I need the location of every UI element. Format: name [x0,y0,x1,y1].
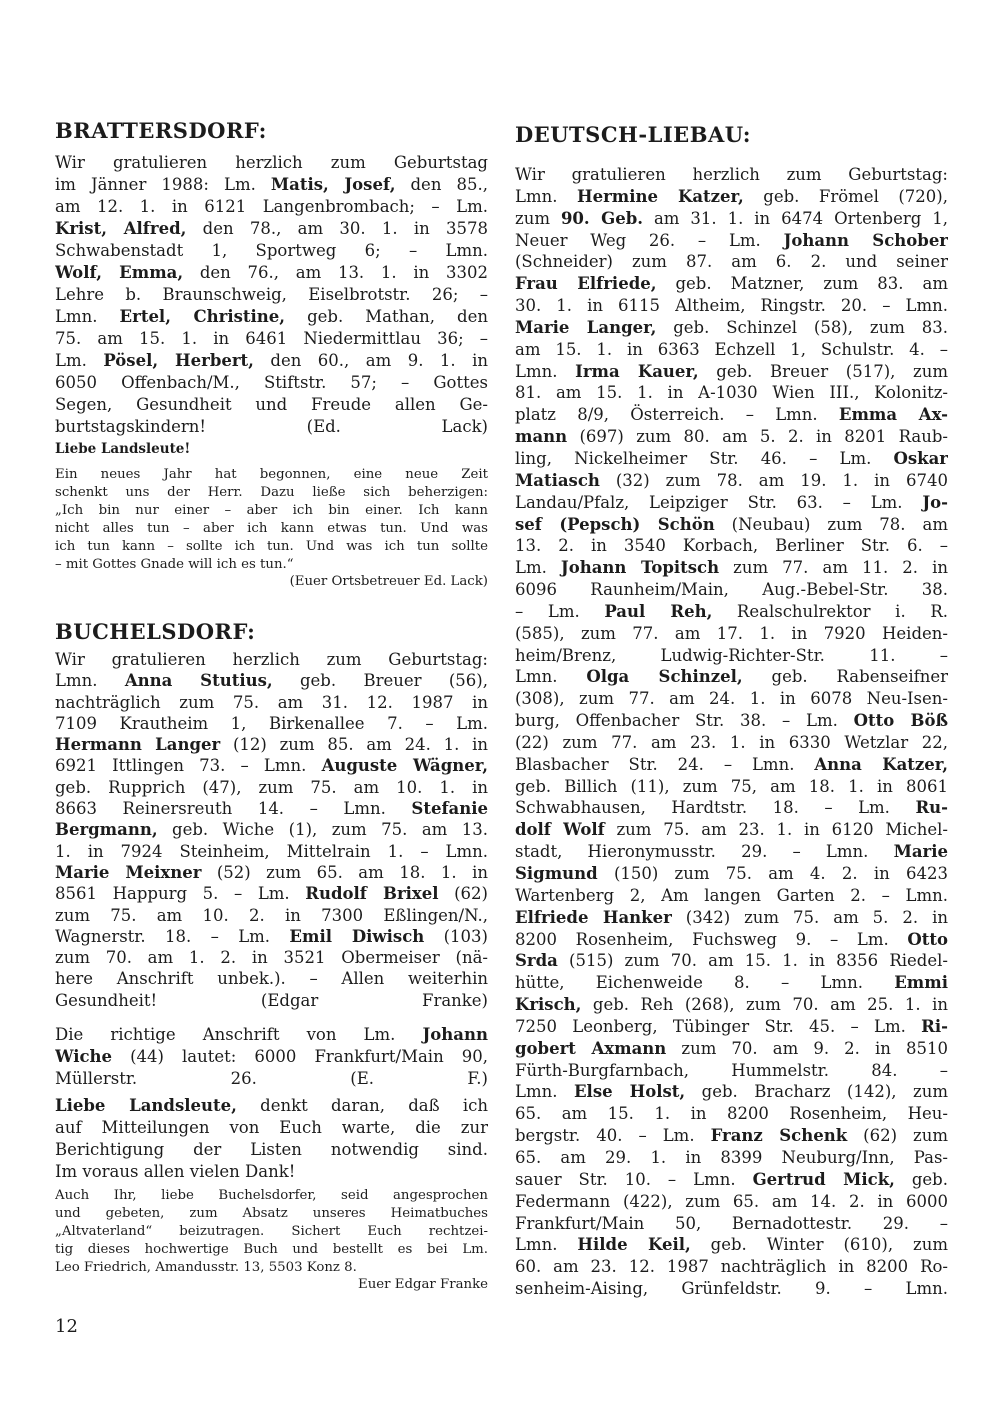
text-line [515,688,948,710]
text-line [515,1016,948,1038]
bold-name: Marie [893,842,948,862]
text-line [515,623,948,645]
text-segment: platz 8/9, Österreich. – Lmn. [515,405,839,425]
section-heading-brattersdorf: BRATTERSDORF: [55,118,267,143]
book-paragraph [55,1187,488,1277]
bold-name: gobert Axmann [515,1038,667,1058]
text-segment: Auch Ihr, liebe Buchelsdorfer, seid angesprochen [55,1188,488,1203]
text-line [55,713,488,734]
text-segment: den 85., [395,175,488,194]
text-segment: Lehre b. Braunschweig, Eiselbrotstr. 26; – [55,285,488,304]
text-segment: Ein neues Jahr hat begonnen, eine neue Zeit [55,467,488,482]
bold-name: Ru- [915,798,948,818]
text-segment: geb. Bracharz (142), zum [685,1082,948,1102]
text-segment: ling, Nickelheimer Str. 46. – Lm. [515,448,894,468]
text-segment: hütte, Eichenweide 8. – Lmn. [515,973,895,993]
bold-name: Johann [422,1025,488,1044]
text-line [515,1169,948,1191]
text-segment: am 12. 1. in 6121 Langenbrombach; – Lm. [55,197,488,216]
bold-name: Marie Langer, [515,317,657,337]
text-line [55,990,488,1011]
bold-name: Emma Ax- [838,405,948,425]
book-signature: Euer Edgar Franke [358,1277,488,1292]
text-segment: 6050 Offenbach/M., Stiftstr. 57; – Gottes [55,373,488,392]
text-line [515,273,948,295]
text-segment: Blasbacher Str. 24. – Lmn. [515,754,815,774]
text-line [55,1024,488,1046]
text-line [55,372,488,394]
text-segment: Im voraus allen vielen Dank! [55,1161,296,1181]
text-segment: den 76., am 13. 1. in 3302 [183,263,488,282]
bold-name: Irma Kauer, [575,361,699,381]
text-line [55,328,488,350]
text-line [515,557,948,579]
text-line [55,1068,488,1090]
text-line [55,218,488,240]
text-segment: Fürth-Burgfarnbach, Hummelstr. 84. – [515,1060,948,1080]
text-line [55,466,488,484]
text-line [55,926,488,947]
text-segment: stadt, Hieronymusstr. 29. – Lmn. [515,842,894,862]
text-segment: 13. 2. in 3540 Korbach, Berliner Str. 6. – [515,536,948,556]
text-segment: (62) zum [847,1126,948,1146]
text-line [515,230,948,252]
text-segment: geb. Rupprich (47), zum 75. am 10. 1. in [55,777,488,797]
text-line [55,1223,488,1241]
text-segment: schenkt uns der Herr. Dazu ließe sich beherzigen: [55,485,488,500]
bold-name: Ertel, Christine, [119,307,286,326]
text-segment: Realschulrektor i. R. [712,601,948,621]
text-segment: burg, Offenbacher Str. 38. – Lm. [515,711,854,731]
text-line [55,968,488,989]
text-segment: denkt daran, daß ich [236,1096,488,1115]
text-segment: 81. am 15. 1. in A-1030 Wien III., Kolonitz- [515,383,948,403]
text-segment: 7250 Leonberg, Tübinger Str. 45. – Lm. [515,1016,922,1036]
text-segment: den 78., am 30. 1. in 3578 [186,219,488,238]
text-segment: Wir gratulieren herzlich zum Geburtstag: [515,165,948,184]
bold-name: Else Holst, [573,1082,686,1102]
text-line [515,1103,948,1125]
text-line [515,863,948,885]
text-segment: (Neubau) zum 78. am [714,514,948,534]
text-line [515,492,948,514]
text-line [515,907,948,929]
text-line [55,502,488,520]
text-line [55,670,488,691]
text-line [55,841,488,862]
text-line [55,1241,488,1259]
text-line [515,339,948,361]
text-segment: Segen, Gesundheit und Freude allen Ge- [55,395,488,414]
text-line [55,819,488,840]
text-line [515,361,948,383]
bold-name: sef (Pepsch) Schön [515,514,715,534]
text-segment: sauer Str. 10. – Lmn. [515,1169,753,1189]
text-segment: Lm. [55,351,104,370]
bold-name: Stefanie [411,799,488,819]
bold-name: Pösel, Herbert, [103,351,254,370]
text-segment: 30. 1. in 6115 Altheim, Ringstr. 20. – Lmn. [515,296,948,316]
text-line [55,905,488,926]
text-line [55,755,488,776]
text-line [515,514,948,536]
text-line [515,797,948,819]
text-line [55,262,488,284]
page-number: 12 [55,1316,78,1337]
letter-signature: (Euer Ortsbetreuer Ed. Lack) [289,574,488,589]
text-segment: Neuer Weg 26. – Lm. [515,230,784,250]
text-segment: (22) zum 77. am 23. 1. in 6330 Wetzlar 22, [515,732,948,752]
text-line [515,404,948,426]
text-line [515,535,948,557]
bold-name: Auguste Wägner, [321,756,488,776]
text-segment: zum 77. am 11. 2. in [719,558,948,578]
text-segment: 60. am 23. 12. 1987 nachträglich in 8200 Ro- [515,1257,948,1277]
text-segment: (62) [438,884,488,904]
text-segment: geb. Mathan, den [285,307,488,326]
letter-paragraph [55,466,488,574]
bold-name: Anna Katzer, [814,754,948,774]
section-heading-buchelsdorf: BUCHELSDORF: [55,619,256,644]
text-line [55,649,488,670]
bold-name: Otto Böß [853,711,948,731]
text-segment: 6921 Ittlingen 73. – Lmn. [55,756,322,776]
text-segment: Wir gratulieren herzlich zum Geburtstag [55,153,488,172]
text-line [55,1095,488,1117]
text-segment: im Jänner 1988: Lm. [55,175,271,194]
text-segment: geb. Schinzel (58), zum 83. [656,317,948,337]
text-line [515,1191,948,1213]
text-line [515,1278,948,1300]
bold-name: Olga Schinzel, [586,667,743,687]
text-line [55,883,488,904]
text-segment: zum 75. am 23. 1. in 6120 Michel- [604,820,948,840]
text-segment: 65. am 15. 1. in 8200 Rosenheim, Heu- [515,1104,948,1124]
text-line [55,1187,488,1205]
bold-name: Emmi [894,973,948,993]
text-line [55,1046,488,1068]
text-segment: Federmann (422), zum 65. am 14. 2. in 6000 [515,1191,948,1211]
text-line [55,862,488,883]
text-line [55,777,488,798]
text-segment: Lmn. [515,361,576,381]
text-line [515,448,948,470]
text-segment: geb. [894,1169,948,1189]
text-line [515,1147,948,1169]
text-segment: (342) zum 75. am 5. 2. in [671,907,948,927]
text-line [55,538,488,556]
bold-name: Hermine Katzer, [576,186,744,206]
text-segment: nachträglich zum 75. am 31. 12. 1987 in [55,692,488,712]
bold-name: Matis, Josef, [270,175,396,194]
text-segment: den 60., am 9. 1. in [253,351,488,370]
text-line [515,208,948,230]
text-segment: 75. am 15. 1. in 6461 Niedermittlau 36; – [55,329,488,348]
letter-title: Liebe Landsleute! [55,441,191,457]
address-correction-paragraph [55,1024,488,1090]
text-segment: (44) lautet: 6000 Frankfurt/Main 90, [112,1047,488,1066]
text-line [515,885,948,907]
text-segment: senheim-Aising, Grünfeldstr. 9. – Lmn. [515,1279,948,1299]
text-segment: zum [515,208,561,228]
text-segment: (585), zum 77. am 17. 1. in 7920 Heiden- [515,623,948,643]
text-segment: zum 70. am 9. 2. in 8510 [666,1038,948,1058]
text-line [515,732,948,754]
text-segment: Lmn. [515,1082,574,1102]
bold-name: Johann Topitsch [560,558,720,578]
bold-name: Krisch, [515,995,582,1015]
text-segment: Schwabenstadt 1, Sportweg 6; – Lmn. [55,241,488,260]
text-line [55,196,488,218]
text-segment: Schwabhausen, Hardtstr. 18. – Lm. [515,798,916,818]
text-segment: 8561 Happurg 5. – Lm. [55,884,306,904]
text-segment: Lmn. [515,1235,578,1255]
buchelsdorf-birthday-paragraph [55,649,488,1011]
text-segment: Lmn. [55,307,120,326]
text-line [515,251,948,273]
text-line [55,394,488,416]
text-segment: Gesundheit! (Edgar Franke) [55,990,488,1010]
text-segment: am 31. 1. in 6474 Ortenberg 1, [642,208,948,228]
text-line [515,164,948,186]
section-heading-deutsch-liebau: DEUTSCH-LIEBAU: [515,122,752,147]
bold-name: Srda [515,951,558,971]
text-segment: und gebeten, zum Absatz unseres Heimatbuches [55,1206,488,1221]
text-line [55,1259,488,1277]
text-line [515,972,948,994]
text-segment: 6096 Raunheim/Main, Aug.-Bebel-Str. 38. [515,580,948,600]
text-line [55,692,488,713]
text-segment: (515) zum 70. am 15. 1. in 8356 Riedel- [557,951,948,971]
text-segment: 8663 Reinersreuth 14. – Lmn. [55,799,412,819]
text-segment: here Anschrift unbek.). – Allen weiterhin [55,969,488,989]
bold-name: Emil Diwisch [289,926,425,946]
text-segment: ich tun kann – sollte ich tun. Und was ich tun sollte [55,539,488,554]
bold-name: Frau Elfriede, [515,274,657,294]
bold-name: Matiasch [515,470,600,490]
bold-name: Jo- [922,492,948,512]
text-line [55,240,488,262]
text-segment: 1. in 7924 Steinheim, Mittelrain 1. – Lmn. [55,841,488,861]
text-line [55,734,488,755]
text-segment: Wir gratulieren herzlich zum Geburtstag: [55,650,488,669]
bold-name: Franz Schenk [710,1126,848,1146]
text-segment: Die richtige Anschrift von Lm. [55,1025,423,1044]
text-segment: auf Mitteilungen von Euch warte, die zur [55,1117,488,1137]
text-segment: (150) zum 75. am 4. 2. in 6423 [597,864,948,883]
text-line [515,1038,948,1060]
text-segment: Lm. [515,558,561,578]
text-line [515,841,948,863]
text-segment: Frankfurt/Main 50, Bernadottestr. 29. – [515,1213,948,1233]
text-line [515,776,948,798]
bold-name: Bergmann, [55,820,158,840]
text-line [515,929,948,951]
text-segment: Wagnerstr. 18. – Lm. [55,926,290,946]
text-line [515,1081,948,1103]
text-line [55,284,488,306]
bold-name: Hilde Keil, [577,1235,691,1255]
text-segment: geb. Billich (11), zum 75, am 18. 1. in 8061 [515,776,948,796]
bold-name: Oskar [893,448,948,468]
bold-name: Ri- [921,1016,948,1036]
text-segment: – mit Gottes Gnade will ich es tun.“ [55,557,294,572]
text-segment: heim/Brenz, Ludwig-Richter-Str. 11. – [515,645,948,665]
text-segment: burtstagskindern! (Ed. Lack) [55,417,488,436]
text-segment: „Ich bin nur einer – aber ich bin einer. Ich kann [55,503,488,518]
bold-name: Rudolf Brixel [305,884,439,904]
bold-name: 90. Geb. [560,208,643,228]
text-segment: Landau/Pfalz, Leipziger Str. 63. – Lm. [515,492,923,512]
text-line [515,579,948,601]
bold-name: Elfriede Hanker [515,907,672,927]
text-line [515,1125,948,1147]
text-line [515,426,948,448]
text-segment: geb. Wiche (1), zum 75. am 13. [157,820,488,840]
text-line [515,601,948,623]
text-line [515,819,948,841]
text-line [55,1205,488,1223]
text-line [515,470,948,492]
text-line [55,1161,488,1183]
text-line [515,1256,948,1278]
text-line [515,645,948,667]
text-segment: geb. Breuer (517), zum [698,361,948,381]
text-line [515,295,948,317]
text-segment: (697) zum 80. am 5. 2. in 8201 Raub- [567,427,948,447]
text-line [515,994,948,1016]
text-line [515,382,948,404]
bold-name: Gertrud Mick, [752,1169,895,1189]
text-segment: Lmn. [55,671,125,691]
bold-name: Anna Stutius, [124,671,273,691]
text-line [515,666,948,688]
text-line [55,306,488,328]
text-line [55,416,488,438]
text-line [515,1213,948,1235]
appeal-paragraph [55,1095,488,1182]
text-line [55,484,488,502]
text-segment: geb. Matzner, zum 83. am [656,274,948,294]
bold-name: Sigmund [515,864,598,883]
text-segment: (12) zum 85. am 24. 1. in [220,735,488,755]
text-segment: 7109 Krautheim 1, Birkenallee 7. – Lm. [55,713,488,733]
text-line [515,1234,948,1256]
text-segment: (103) [424,926,488,946]
text-segment: – Lm. [515,601,605,621]
text-line [55,1139,488,1161]
text-line [55,947,488,968]
text-line [55,350,488,372]
text-segment: (Schneider) zum 87. am 6. 2. und seiner [515,252,948,272]
text-line [515,186,948,208]
text-line [55,798,488,819]
text-segment: Wartenberg 2, Am langen Garten 2. – Lmn. [515,885,948,905]
text-segment: Lmn. [515,667,587,687]
text-line [515,317,948,339]
text-line [515,754,948,776]
text-line [515,710,948,732]
bold-name: Hermann Langer [55,735,221,755]
bold-name: mann [515,427,568,447]
bold-name: Marie Meixner [55,862,202,882]
bold-name: dolf Wolf [515,820,605,840]
text-line [515,950,948,972]
text-segment: Leo Friedrich, Amandusstr. 13, 5503 Konz 8. [55,1260,357,1275]
text-line [55,556,488,574]
bold-name: Johann Schober [783,230,948,250]
text-segment: Müllerstr. 26. (E. F.) [55,1069,488,1088]
text-line [55,174,488,196]
bold-name: Krist, Alfred, [55,219,187,238]
bold-name: Wolf, Emma, [55,263,184,282]
text-segment: (52) zum 65. am 18. 1. in [201,862,488,882]
text-line [55,520,488,538]
text-line [55,152,488,174]
bold-name: Paul Reh, [604,601,713,621]
text-segment: bergstr. 40. – Lm. [515,1126,711,1146]
text-segment: geb. Rabenseifner [742,667,948,687]
text-segment: zum 70. am 1. 2. in 3521 Obermeiser (nä- [55,948,488,968]
text-segment: am 15. 1. in 6363 Echzell 1, Schulstr. 4. – [515,339,948,359]
text-segment: Lmn. [515,186,577,206]
text-segment: geb. Frömel (720), [743,186,948,206]
text-segment: nicht alles tun – aber ich kann etwas tun. Und was [55,521,488,536]
text-segment: geb. Reh (268), zum 70. am 25. 1. in [581,995,948,1015]
brattersdorf-birthday-paragraph [55,152,488,438]
text-line [515,1060,948,1082]
text-segment: 8200 Rosenheim, Fuchsweg 9. – Lm. [515,929,908,949]
deutsch-liebau-birthday-paragraph [515,164,948,1300]
text-segment: (32) zum 78. am 19. 1. in 6740 [599,470,948,490]
text-segment: geb. Breuer (56), [272,671,488,691]
text-segment: „Altvaterland“ beizutragen. Sichert Euch rechtzei- [55,1224,488,1239]
text-segment: geb. Winter (610), zum [690,1235,948,1255]
text-segment: (308), zum 77. am 24. 1. in 6078 Neu-Isen- [515,689,948,709]
text-segment: tig dieses hochwertige Buch und bestellt es bei Lm. [55,1242,488,1257]
text-segment: Berichtigung der Listen notwendig sind. [55,1139,488,1159]
text-segment: zum 75. am 10. 2. in 7300 Eßlingen/N., [55,905,488,925]
text-segment: 65. am 29. 1. in 8399 Neuburg/Inn, Pas- [515,1147,948,1167]
bold-name: Wiche [55,1047,113,1066]
text-line [55,1117,488,1139]
bold-name: Liebe Landsleute, [55,1096,237,1115]
bold-name: Otto [907,929,948,949]
